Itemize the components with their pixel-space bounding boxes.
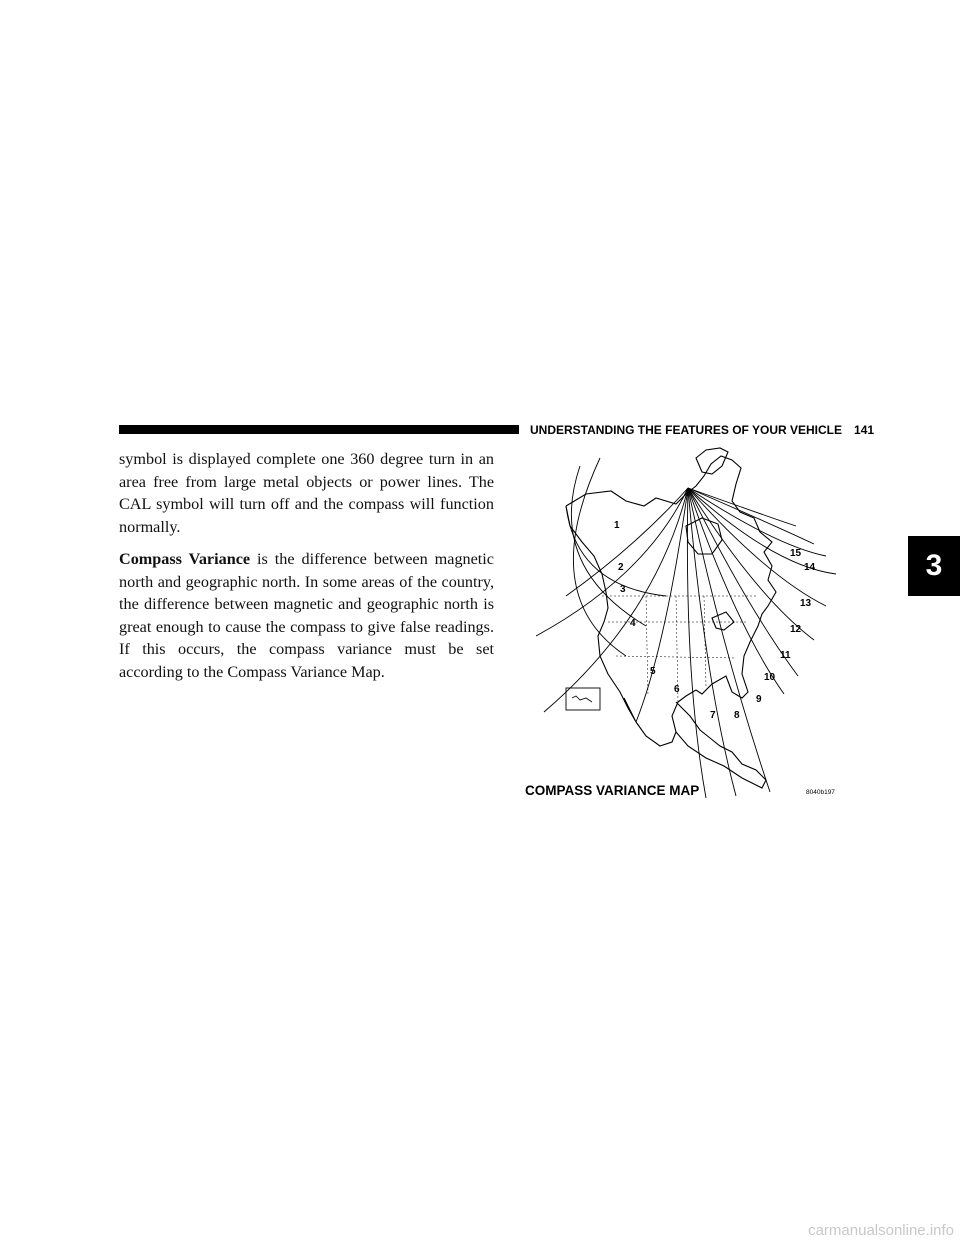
zone-label-11: 11 bbox=[780, 650, 791, 661]
zone-label-5: 5 bbox=[650, 666, 656, 677]
zone-label-2: 2 bbox=[618, 562, 624, 573]
zone-label-6: 6 bbox=[674, 684, 680, 695]
section-title: UNDERSTANDING THE FEATURES OF YOUR VEHICLE bbox=[530, 423, 843, 437]
zone-label-3: 3 bbox=[620, 584, 626, 595]
map-figure bbox=[536, 446, 842, 804]
page-number: 141 bbox=[854, 423, 875, 437]
zone-label-1: 1 bbox=[614, 520, 620, 531]
map-figure-code: 8040b197 bbox=[806, 789, 835, 796]
paragraph-cal: symbol is displayed complete one 360 degree turn in an area free from large metal objects or power lines. The CAL symbol will turn off and the compass will function normally. bbox=[119, 450, 494, 536]
zone-label-13: 13 bbox=[800, 598, 812, 609]
zone-label-14: 14 bbox=[804, 562, 816, 573]
header-rule-left bbox=[119, 425, 519, 434]
zone-label-4: 4 bbox=[630, 618, 636, 629]
paragraph-variance-text: is the difference between magnetic north and geographic north. In some areas of the country, the difference between magnetic and geographic north is great enough to cause the compass to give false readings. If this occurs, the compass variance must be set according to the Compass Variance Map. bbox=[119, 550, 494, 681]
zone-label-8: 8 bbox=[734, 710, 740, 721]
zone-label-7: 7 bbox=[710, 710, 716, 721]
map-caption: COMPASS VARIANCE MAP bbox=[525, 783, 703, 798]
zone-label-9: 9 bbox=[756, 694, 762, 705]
body-text bbox=[119, 448, 494, 693]
chapter-number: 3 bbox=[925, 549, 943, 582]
zone-label-15: 15 bbox=[790, 548, 802, 559]
chapter-tab bbox=[908, 536, 960, 596]
zone-label-10: 10 bbox=[764, 672, 776, 683]
term-compass-variance: Compass Variance bbox=[119, 550, 251, 568]
running-head bbox=[522, 422, 902, 438]
zone-label-12: 12 bbox=[790, 624, 802, 635]
compass-variance-map bbox=[536, 446, 842, 804]
footer-watermark: carmanualsonline.info bbox=[808, 1222, 954, 1239]
paragraph-variance bbox=[119, 548, 494, 683]
